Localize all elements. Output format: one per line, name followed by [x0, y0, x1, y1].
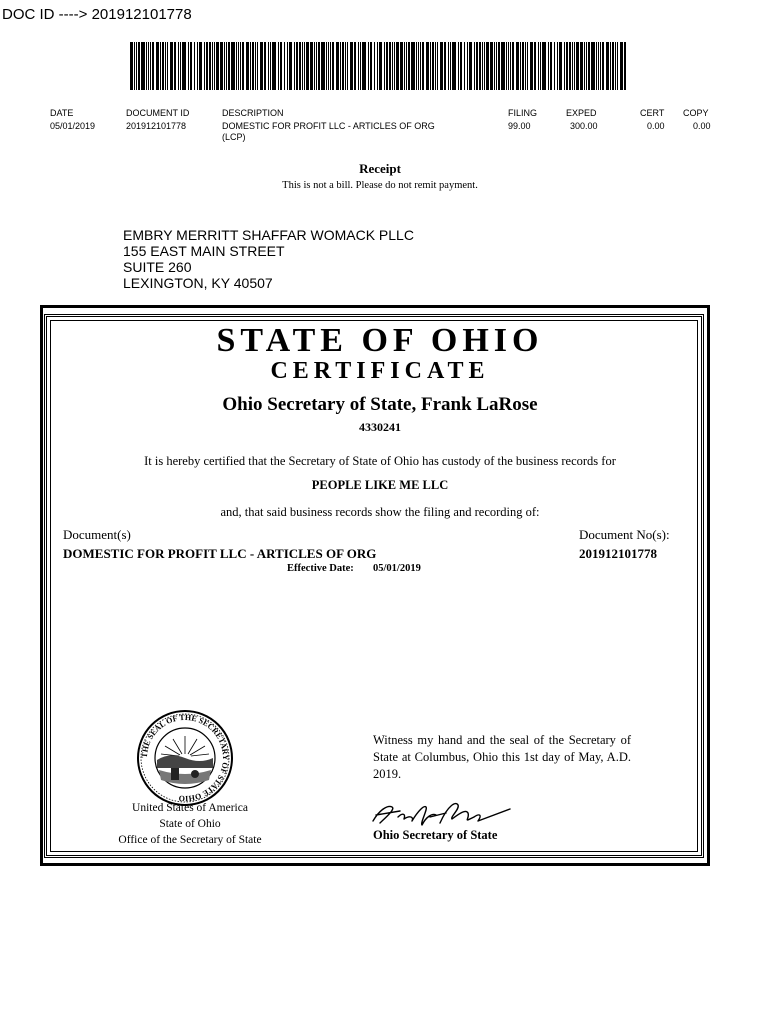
col-header-description: DESCRIPTION [222, 108, 284, 118]
seal-caption-line-2: State of Ohio [159, 818, 221, 830]
charter-number: 4330241 [359, 420, 401, 434]
col-header-exped: EXPED [566, 108, 597, 118]
seal-caption-line-1: United States of America [132, 802, 248, 814]
entity-name: PEOPLE LIKE ME LLC [311, 478, 449, 492]
cell-document-id: 201912101778 [126, 121, 187, 131]
effective-date: 05/01/2019 [373, 563, 421, 574]
filing-statement: and, that said business records show the filing and recording of: [220, 505, 540, 519]
cell-exped: 300.00 [570, 121, 598, 131]
cell-cert: 0.00 [647, 121, 665, 131]
col-header-copy: COPY [683, 108, 709, 118]
ohio-seal-icon [135, 708, 235, 808]
address-line-4: LEXINGTON, KY 40507 [123, 275, 273, 291]
document-name: DOMESTIC FOR PROFIT LLC - ARTICLES OF ORG [63, 546, 377, 561]
address-line-1: EMBRY MERRITT SHAFFAR WOMACK PLLC [123, 227, 414, 243]
address-line-2: 155 EAST MAIN STREET [123, 243, 285, 259]
barcode [130, 42, 628, 90]
address-line-3: SUITE 260 [123, 259, 192, 275]
witness-statement: Witness my hand and the seal of the Secretary of State at Columbus, Ohio this 1st day of May, A.D. 2019. [373, 733, 631, 781]
receipt-title: Receipt [359, 161, 401, 176]
cell-copy: 0.00 [693, 121, 711, 131]
signature-image [370, 795, 520, 831]
document-numbers-label: Document No(s): [579, 527, 670, 542]
effective-date-label: Effective Date: [287, 563, 354, 574]
signature-title: Ohio Secretary of State [373, 828, 498, 842]
secretary-of-state-line: Ohio Secretary of State, Frank LaRose [222, 394, 538, 415]
seal-text: THE SEAL OF THE SECRETARY OF STATE OHIO [139, 712, 231, 804]
col-header-date: DATE [50, 108, 74, 118]
receipt-note: This is not a bill. Please do not remit payment. [282, 180, 478, 191]
certificate-state-title: STATE OF OHIO [216, 322, 544, 359]
doc-id-line: DOC ID ----> 201912101778 [2, 6, 192, 23]
certify-statement: It is hereby certified that the Secretary of State of Ohio has custody of the business records for [144, 454, 616, 468]
svg-text:THE SEAL OF THE SECRETARY OF S [140, 713, 230, 803]
document-number: 201912101778 [579, 546, 657, 561]
cell-date: 05/01/2019 [50, 121, 96, 131]
cell-filing: 99.00 [508, 121, 531, 131]
col-header-document-id: DOCUMENT ID [126, 108, 190, 118]
certificate-heading: CERTIFICATE [270, 358, 490, 384]
cell-description: DOMESTIC FOR PROFIT LLC - ARTICLES OF ORG (LCP) [222, 121, 435, 142]
seal-caption-line-3: Office of the Secretary of State [118, 834, 262, 846]
col-header-cert: CERT [640, 108, 665, 118]
col-header-filing: FILING [508, 108, 538, 118]
documents-label: Document(s) [63, 527, 131, 542]
